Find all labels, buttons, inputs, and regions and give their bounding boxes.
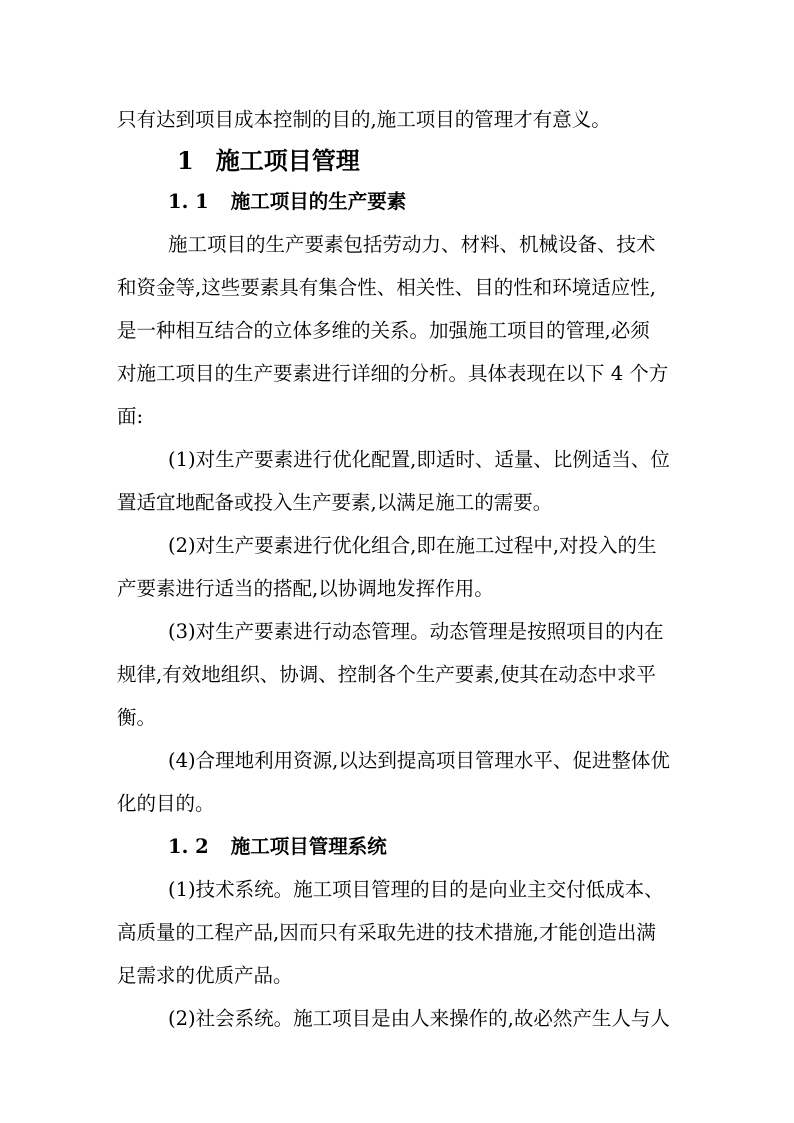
paragraph-line: (4)合理地利用资源,以达到提高项目管理水平、促进整体优 xyxy=(168,749,670,772)
paragraph-line: 规律,有效地组织、协调、控制各个生产要素,使其在动态中求平 xyxy=(117,663,656,686)
paragraph-line: 化的目的。 xyxy=(117,792,215,815)
heading-1-number: 1 xyxy=(177,146,194,175)
heading-1 xyxy=(177,146,360,176)
paragraph-line: 对施工项目的生产要素进行详细的分析。具体表现在以下 4 个方 xyxy=(117,362,669,385)
paragraph-line: 只有达到项目成本控制的目的,施工项目的管理才有意义。 xyxy=(117,108,611,131)
paragraph-line: (1)技术系统。施工项目管理的目的是向业主交付低成本、 xyxy=(168,878,664,901)
paragraph-line: 施工项目的生产要素包括劳动力、材料、机械设备、技术 xyxy=(168,233,656,256)
paragraph-line: 衡。 xyxy=(117,706,157,729)
paragraph-line: 是一种相互结合的立体多维的关系。加强施工项目的管理,必须 xyxy=(117,319,650,342)
heading-1-1 xyxy=(168,190,406,214)
paragraph-line: (2)社会系统。施工项目是由人来操作的,故必然产生人与人 xyxy=(168,1007,670,1030)
heading-1-2 xyxy=(168,835,387,859)
paragraph-line: 和资金等,这些要素具有集合性、相关性、目的性和环境适应性, xyxy=(117,276,656,299)
paragraph-line: 高质量的工程产品,因而只有采取先进的技术措施,才能创造出满 xyxy=(117,921,656,944)
paragraph-line: 足需求的优质产品。 xyxy=(117,964,293,987)
paragraph-line: 面: xyxy=(117,405,144,428)
paragraph-line: (2)对生产要素进行优化组合,即在施工过程中,对投入的生 xyxy=(168,534,657,557)
heading-1-1-title: 施工项目的生产要素 xyxy=(230,190,407,213)
heading-1-title: 施工项目管理 xyxy=(215,146,360,175)
paragraph-line: 产要素进行适当的搭配,以协调地发挥作用。 xyxy=(117,577,494,600)
heading-1-1-number: 1. 1 xyxy=(168,190,209,213)
paragraph-line: (1)对生产要素进行优化配置,即适时、适量、比例适当、位 xyxy=(168,448,670,471)
paragraph-line: 置适宜地配备或投入生产要素,以满足施工的需要。 xyxy=(117,491,553,514)
heading-1-2-number: 1. 2 xyxy=(168,835,209,858)
paragraph-line: (3)对生产要素进行动态管理。动态管理是按照项目的内在 xyxy=(168,620,664,643)
heading-1-2-title: 施工项目管理系统 xyxy=(230,835,387,858)
